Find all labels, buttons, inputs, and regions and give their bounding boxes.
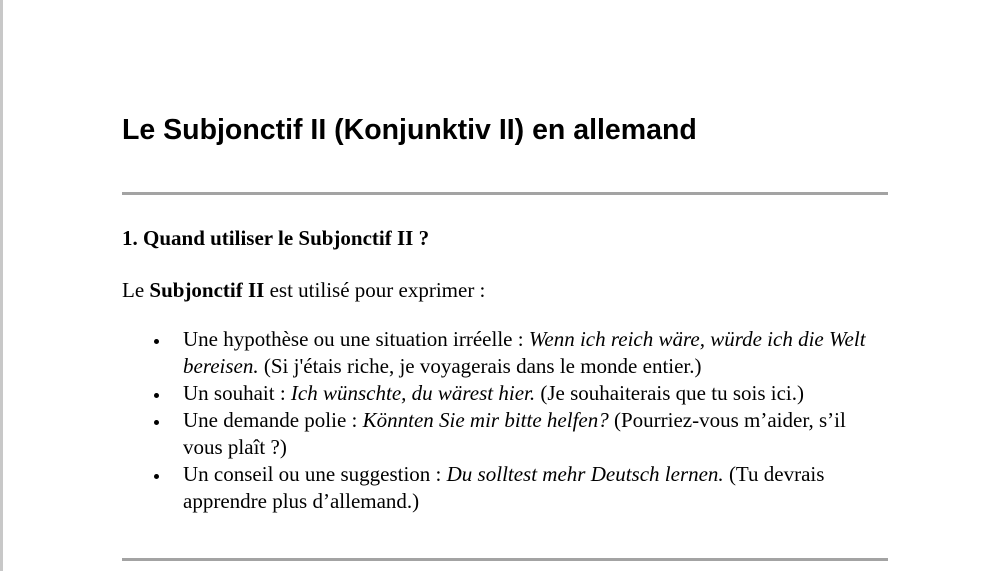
item-translation: (Si j'étais riche, je voyagerais dans le monde entier.) <box>258 354 702 378</box>
list-item <box>183 380 883 407</box>
intro-text: Le <box>122 278 150 302</box>
item-example: Du solltest mehr Deutsch lernen. <box>446 462 724 486</box>
usage-list <box>122 326 883 515</box>
section-heading: 1. Quand utiliser le Subjonctif II ? <box>122 226 430 250</box>
item-label: Un conseil ou une suggestion : <box>183 462 447 486</box>
item-label: Une demande polie : <box>183 408 363 432</box>
intro-text: est utilisé pour exprimer : <box>264 278 486 302</box>
item-label: Une hypothèse ou une situation irréelle : <box>183 327 529 351</box>
item-example: Wenn ich reich wäre, würde ich die Welt bereisen. <box>183 327 866 378</box>
item-translation: (Je souhaiterais que tu sois ici.) <box>535 381 804 405</box>
page-edge <box>0 0 3 571</box>
list-item <box>183 461 883 515</box>
document-title: Le Subjonctif II (Konjunktiv II) en allemand <box>122 114 697 146</box>
item-example: Könnten Sie mir bitte helfen? <box>362 408 609 432</box>
item-label: Un souhait : <box>183 381 291 405</box>
divider <box>122 192 888 195</box>
intro-paragraph <box>122 278 485 303</box>
list-item <box>183 407 883 461</box>
intro-bold: Subjonctif II <box>149 278 265 302</box>
item-example: Ich wünschte, du wärest hier. <box>290 381 536 405</box>
item-translation: (Tu devrais apprendre plus d’allemand.) <box>183 462 825 513</box>
divider <box>122 558 888 561</box>
list-item <box>183 326 883 380</box>
item-translation: (Pourriez-vous m’aider, s’il vous plaît ?) <box>183 408 846 459</box>
